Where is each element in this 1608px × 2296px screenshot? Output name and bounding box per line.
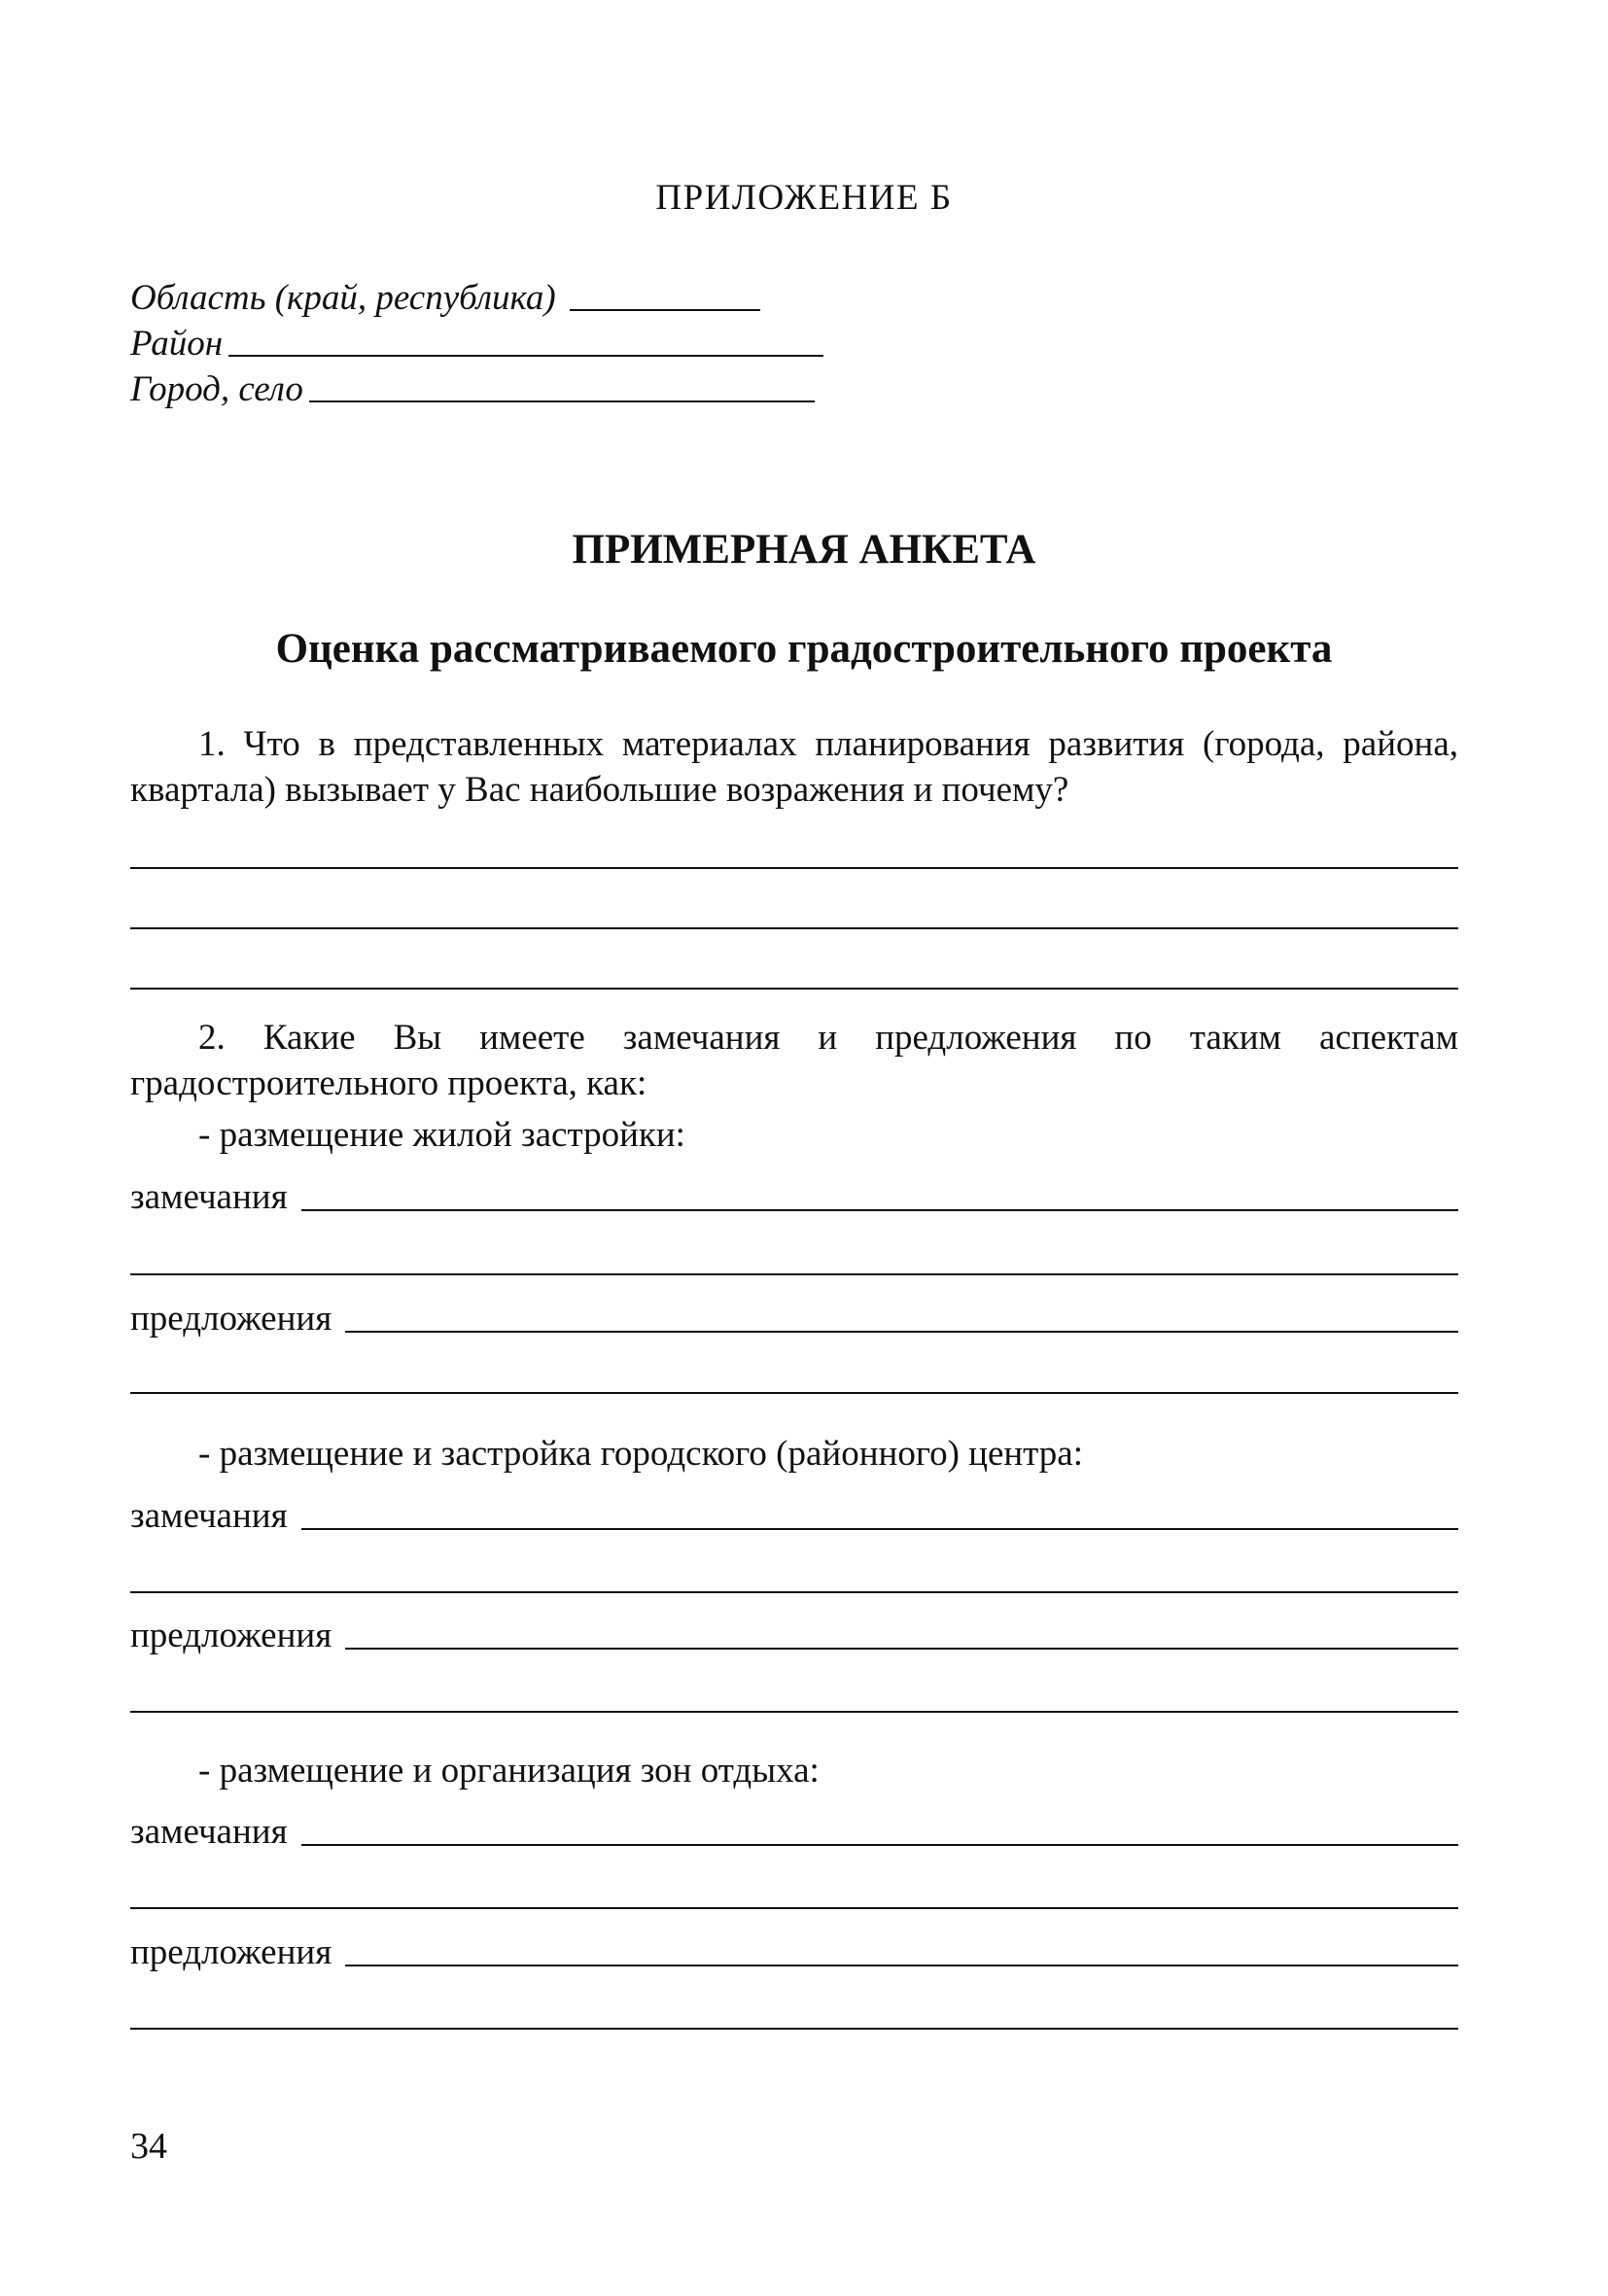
proposals-extra-line[interactable] — [130, 1711, 1458, 1713]
remarks-extra-line[interactable] — [130, 1591, 1458, 1593]
question-2: 2. Какие Вы имеете замечания и предложения по таким аспектам градостроительного проекта, как: — [130, 1018, 1458, 1103]
proposals-label: предложения — [130, 1932, 332, 1972]
appendix-heading: ПРИЛОЖЕНИЕ Б — [655, 178, 953, 218]
remarks-blank[interactable] — [301, 1209, 1458, 1211]
proposals-field-recreation — [130, 1931, 1458, 1974]
remarks-field-housing — [130, 1176, 1458, 1219]
proposals-blank[interactable] — [345, 1965, 1458, 1966]
question-1: 1. Что в представленных материалах планирования развития (города, района, квартала) вызывает у Вас наибольшие возражения и почему? — [130, 724, 1458, 810]
remarks-label: замечания — [130, 1496, 288, 1536]
proposals-blank[interactable] — [345, 1648, 1458, 1650]
city-label: Город, село — [130, 369, 303, 409]
proposals-extra-line[interactable] — [130, 2028, 1458, 2030]
answer-line-2[interactable] — [130, 927, 1458, 929]
aspect-center: - размещение и застройка городского (районного) центра: — [198, 1434, 1083, 1474]
answer-line-1[interactable] — [130, 867, 1458, 869]
city-blank[interactable] — [309, 400, 815, 402]
aspect-housing: - размещение жилой застройки: — [198, 1115, 685, 1155]
remarks-extra-line[interactable] — [130, 1273, 1458, 1275]
remarks-field-recreation — [130, 1811, 1458, 1854]
remarks-blank[interactable] — [301, 1844, 1458, 1846]
remarks-extra-line[interactable] — [130, 1907, 1458, 1909]
remarks-label: замечания — [130, 1812, 288, 1852]
remarks-label: замечания — [130, 1177, 288, 1217]
district-field — [130, 324, 823, 365]
district-label: Район — [130, 324, 224, 364]
proposals-field-housing — [130, 1298, 1458, 1340]
answer-line-3[interactable] — [130, 988, 1458, 990]
region-label: Область (край, республика) — [130, 278, 556, 318]
proposals-label: предложения — [130, 1299, 332, 1339]
remarks-field-center — [130, 1495, 1458, 1538]
aspect-recreation: - размещение и организация зон отдыха: — [198, 1751, 820, 1791]
region-blank[interactable] — [570, 309, 760, 311]
proposals-field-center — [130, 1615, 1458, 1657]
proposals-blank[interactable] — [345, 1331, 1458, 1333]
region-field — [130, 278, 760, 319]
district-blank[interactable] — [228, 355, 823, 357]
page-number: 34 — [130, 2126, 167, 2167]
proposals-extra-line[interactable] — [130, 1392, 1458, 1394]
form-subtitle: Оценка рассматриваемого градостроительного проекта — [275, 626, 1333, 672]
city-field — [130, 369, 815, 410]
proposals-label: предложения — [130, 1616, 332, 1655]
form-title: ПРИМЕРНАЯ АНКЕТА — [572, 527, 1036, 573]
remarks-blank[interactable] — [301, 1528, 1458, 1530]
